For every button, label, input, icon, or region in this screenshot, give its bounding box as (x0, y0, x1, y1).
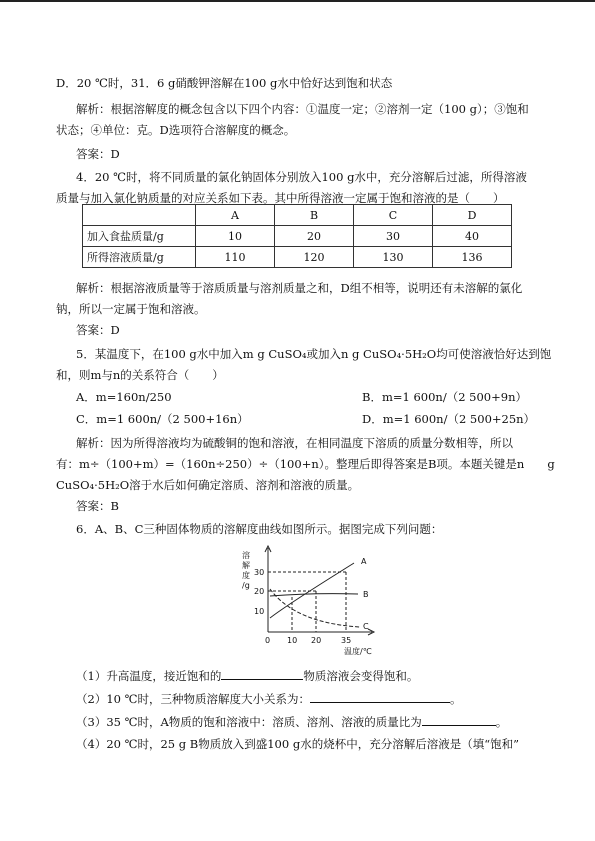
y-tick-label: 10 (254, 607, 265, 616)
answer-blank[interactable] (221, 667, 303, 680)
curve-b (270, 594, 358, 596)
sub-question-3-prefix: （3）35 ℃时，A物质的饱和溶液中：溶质、溶剂、溶液的质量比为 (76, 715, 422, 729)
sub-question-2-suffix: 。 (449, 692, 462, 706)
table-row-label: 所得溶液质量/g (83, 247, 196, 268)
analysis-5-line-1: 解析：因为所得溶液均为硫酸铜的饱和溶液，在相同温度下溶质的质量分数相等，所以 (76, 436, 513, 450)
table-header-cell: C (354, 205, 433, 226)
answer-5: 答案：B (76, 499, 119, 513)
sub-question-3 (76, 713, 507, 730)
table-row-label: 加入食盐质量/g (83, 226, 196, 247)
sub-question-1 (76, 667, 418, 684)
table-cell: 130 (354, 247, 433, 268)
ylabel-char: 溶 (242, 551, 250, 560)
option-a: A．m=160n/250 (76, 390, 172, 404)
x-tick-label: 10 (287, 636, 298, 645)
curve-a (270, 563, 354, 618)
option-d: D．m=1 600n/（2 500+25n） (362, 412, 536, 426)
analysis-3-line-1: 解析：根据溶解度的概念包含以下四个内容：①温度一定；②溶剂一定（100 g）；③饱和 (76, 102, 529, 116)
x-tick-label: 0 (265, 636, 271, 645)
curve-label-a: A (361, 557, 367, 566)
sub-question-1-prefix: （1）升高温度，接近饱和的 (76, 669, 222, 683)
answer-4: 答案：D (76, 323, 120, 337)
x-tick-label: 35 (341, 636, 352, 645)
ylabel-char: 解 (242, 561, 250, 570)
sub-question-3-suffix: 。 (495, 715, 508, 729)
question-5-line-1: 5．某温度下，在100 g水中加入m g CuSO₄或加入n g CuSO₄·5H₂O均可使溶液恰好达到饱 (76, 347, 552, 361)
ylabel-char: /g (242, 581, 250, 590)
table-header-cell: A (196, 205, 275, 226)
solubility-curve-figure (236, 542, 386, 658)
y-tick-label: 20 (254, 587, 265, 596)
table-row (83, 247, 512, 268)
question-6: 6．A、B、C三种固体物质的溶解度曲线如图所示。据图完成下列问题： (76, 522, 443, 536)
table-cell: 30 (354, 226, 433, 247)
table-cell: 110 (196, 247, 275, 268)
table-header-cell (83, 205, 196, 226)
table-cell: 40 (433, 226, 512, 247)
question-5-line-2: 和，则m与n的关系符合（ ） (56, 368, 224, 382)
answer-3: 答案：D (76, 147, 120, 161)
sub-question-1-suffix: 物质溶液会变得饱和。 (303, 669, 419, 683)
question-4-line-1: 4．20 ℃时，将不同质量的氯化钠固体分别放入100 g水中，充分溶解后过滤，所得溶液 (76, 170, 527, 184)
table-cell: 20 (275, 226, 354, 247)
table-row (83, 226, 512, 247)
answer-blank[interactable] (310, 690, 450, 703)
table-cell: 120 (275, 247, 354, 268)
ylabel-char: 度 (242, 571, 250, 580)
question-4-line-2: 质量与加入氯化钠质量的对应关系如下表。其中所得溶液一定属于饱和溶液的是（ ） (56, 191, 505, 205)
curve-label-c: C (363, 622, 369, 631)
sub-question-2 (76, 690, 461, 707)
y-tick-label: 30 (254, 568, 265, 577)
sub-question-2-prefix: （2）10 ℃时，三种物质溶解度大小关系为： (76, 692, 310, 706)
option-b: B．m=1 600n/（2 500+9n） (362, 390, 527, 404)
analysis-3-line-2: 状态；④单位：克。D选项符合溶解度的概念。 (56, 123, 296, 137)
xlabel: 温度/℃ (344, 647, 372, 656)
table-cell: 136 (433, 247, 512, 268)
analysis-4-line-1: 解析：根据溶液质量等于溶质质量与溶剂质量之和，D组不相等，说明还有未溶解的氯化 (76, 281, 523, 295)
table-header-cell: D (433, 205, 512, 226)
top-rule (0, 0, 595, 2)
x-tick-label: 20 (311, 636, 322, 645)
option-c: C．m=1 600n/（2 500+16n） (76, 412, 249, 426)
curve-label-b: B (363, 590, 369, 599)
option-d-text: D．20 ℃时，31．6 g硝酸钾溶解在100 g水中恰好达到饱和状态 (56, 76, 393, 90)
sub-question-4: （4）20 ℃时，25 g B物质放入到盛100 g水的烧杯中，充分溶解后溶液是（填“饱和” (76, 737, 519, 751)
analysis-4-line-2: 钠，所以一定属于饱和溶液。 (56, 302, 206, 316)
table-cell: 10 (196, 226, 275, 247)
table-header-row (83, 205, 512, 226)
answer-blank[interactable] (422, 713, 496, 726)
salt-table (82, 204, 512, 268)
analysis-5-line-2: 有：m÷（100+m）=（160n÷250）÷（100+n）。整理后即得答案是B项。本题关键是n g (56, 457, 555, 471)
analysis-5-line-3: CuSO₄·5H₂O溶于水后如何确定溶质、溶剂和溶液的质量。 (56, 478, 360, 492)
table-header-cell: B (275, 205, 354, 226)
